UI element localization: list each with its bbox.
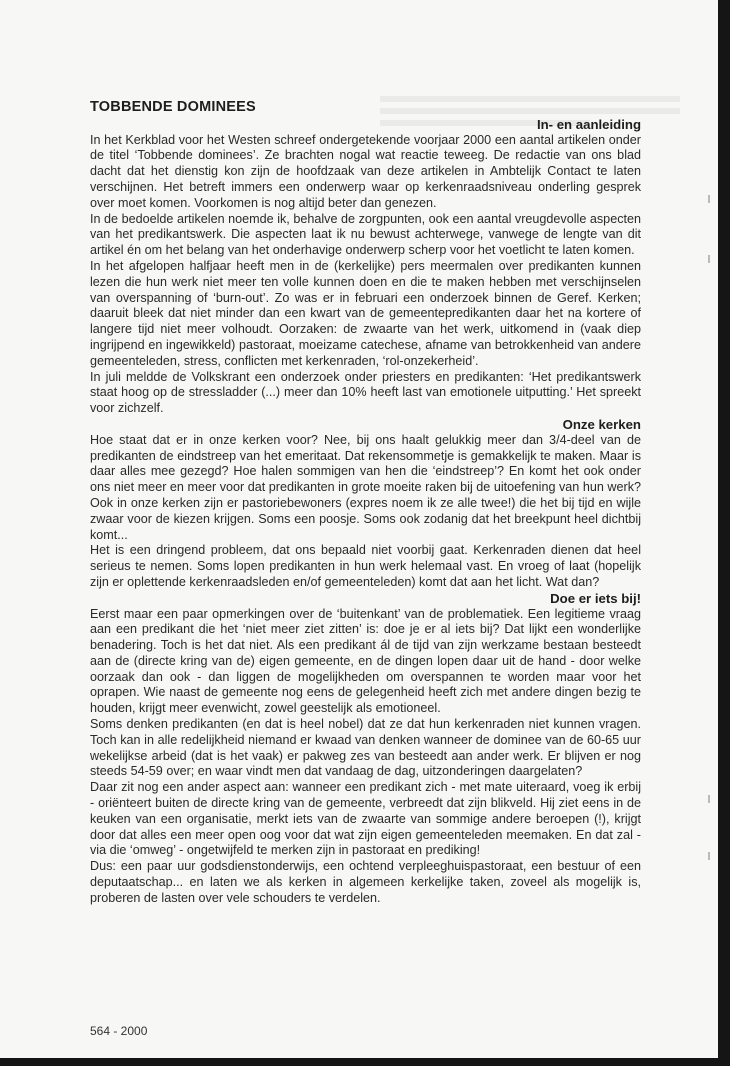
paragraph: In juli meldde de Volkskrant een onderzoek onder priesters en predikanten: ‘Het predikantswerk staat hoog op de stressladder (...) meer dan 10% heeft last van emotionele uitputting.’ Het spreekt voor zichzelf. (90, 369, 641, 416)
paragraph: In de bedoelde artikelen noemde ik, behalve de zorgpunten, ook een aantal vreugdevolle aspecten van het predikantswerk. Die aspecten laat ik nu bewust achterwege, vanwege de lengte van dit artikel én om het belang van het onderhavige onderwerp scherp voor het voetlicht te laten komen. (90, 211, 641, 258)
margin-mark (708, 795, 710, 803)
margin-mark (708, 255, 710, 263)
paragraph: Eerst maar een paar opmerkingen over de ‘buitenkant’ van de problematiek. Een legitieme vraag aan een predikant die het ‘niet meer ziet zitten’ is: doe je er al iets bij? Dat lijkt een wonderlijke benadering. Toch is het dat niet. Als een predikant ál de tijd van zijn werkzame bestaan besteedt aan de (directe kring van de) eigen gemeente, en de dingen lopen daar uit de hand - door welke oorzaak dan ook - dan liggen de mogelijkheden om overspannen te worden maar voor het oprapen. Wie naast de gemeente nog eens de gelegenheid heeft zich met andere dingen bezig te houden, krijgt meer evenwicht, zowel geestelijk als emotioneel. (90, 606, 641, 716)
margin-mark (708, 195, 710, 203)
paragraph: Hoe staat dat er in onze kerken voor? Nee, bij ons haalt gelukkig meer dan 3/4-deel van de predikanten de eindstreep van het emeritaat. Dat rekensommetje is gemakkelijk te maken. Maar is daar alles mee gezegd? Hoe halen sommigen van hen die ‘eindstreep’? En komt het ook onder ons niet meer en meer voor dat predikanten in grote moeite raken bij de uitoefening van hun werk? Ook in onze kerken zijn er pastoriebewoners (expres noem ik ze alle twee!) die het bij tijd en wijle zwaar voor de kiezen krijgen. Soms een poosje. Soms ook zodanig dat het breekpunt heel dichtbij komt... (90, 432, 641, 542)
page-footer: 564 - 2000 (90, 1024, 148, 1038)
section-heading: Onze kerken (562, 416, 641, 432)
margin-mark (708, 852, 710, 860)
paragraph: In het afgelopen halfjaar heeft men in de (kerkelijke) pers meermalen over predikanten kunnen lezen die hun werk niet meer ten volle kunnen doen en die te maken hebben met verschijnselen van overspanning of ‘burn-out’. Zo was er in februari een onderzoek binnen de Geref. Kerken; daaruit bleek dat niet minder dan een kwart van de gemeentepredikanten daar het na kortere of langere tijd niet meer volhoudt. Oorzaken: de zwaarte van het werk, uitkomend in (vaak diep ingrijpend en ingewikkeld) pastoraat, moeizame catechese, afname van betrokkenheid van andere gemeenteleden, stress, conflicten met kerkenraden, ‘rol-onzekerheid’. (90, 258, 641, 368)
paragraph: In het Kerkblad voor het Westen schreef ondergetekende voorjaar 2000 een aantal artikelen onder de titel ‘Tobbende dominees’. Ze brachten nogal wat reactie teweeg. De redactie van ons blad dacht dat het dienstig kon zijn de hoofdzaak van deze artikelen in Ambtelijk Contact te laten verschijnen. Het betreft immers een onderwerp waar op kerkenraadsniveau onderling gesprek over moet komen. Voorkomen is nog altijd beter dan genezen. (90, 132, 641, 210)
paragraph: Dus: een paar uur godsdienstonderwijs, een ochtend verpleeghuispastoraat, een bestuur of een deputaatschap... en laten we als kerken in algemeen kerkelijke taken, zoveel als mogelijk is, proberen de lasten over vele schouders te verdelen. (90, 859, 641, 905)
paragraph: Soms denken predikanten (en dat is heel nobel) dat ze dat hun kerkenraden niet kunnen vragen. Toch kan in alle redelijkheid niemand er kwaad van denken wanneer de dominee van de 60-65 uur wekelijkse arbeid (dat is het vaak) er pakweg zes van besteedt aan ander werk. Er blijven er nog steeds 54-59 over; en waar vindt men dat vandaag de dag, uitzonderingen daargelaten? (90, 717, 641, 779)
section-heading: In- en aanleiding (536, 116, 641, 132)
paragraph: Daar zit nog een ander aspect aan: wanneer een predikant zich - met mate uiteraard, voeg ik erbij - oriënteert buiten de directe kring van de gemeente, verbreedt dat zijn blikveld. Hij ziet eens in de keuken van een organisatie, merkt iets van de zwaarte van sommige andere beroepen (!), krijgt door dat alles een meer open oog voor dat wat zijn eigen gemeenteleden meemaken. En dat zal - via die ‘omweg’ - ongetwijfeld te merken zijn in pastoraat en prediking! (90, 780, 641, 858)
section-heading: Doe er iets bij! (550, 590, 641, 606)
article-body (90, 100, 641, 907)
paragraph: Het is een dringend probleem, dat ons bepaald niet voorbij gaat. Kerkenraden dienen dat heel serieus te nemen. Soms lopen predikanten in hun werk helemaal vast. En vroeg of laat (hopelijk zijn er oplettende kerkenraadsleden en/of gemeenteleden) komt dat aan het licht. Wat dan? (90, 543, 641, 589)
article-title: TOBBENDE DOMINEES (90, 99, 256, 115)
